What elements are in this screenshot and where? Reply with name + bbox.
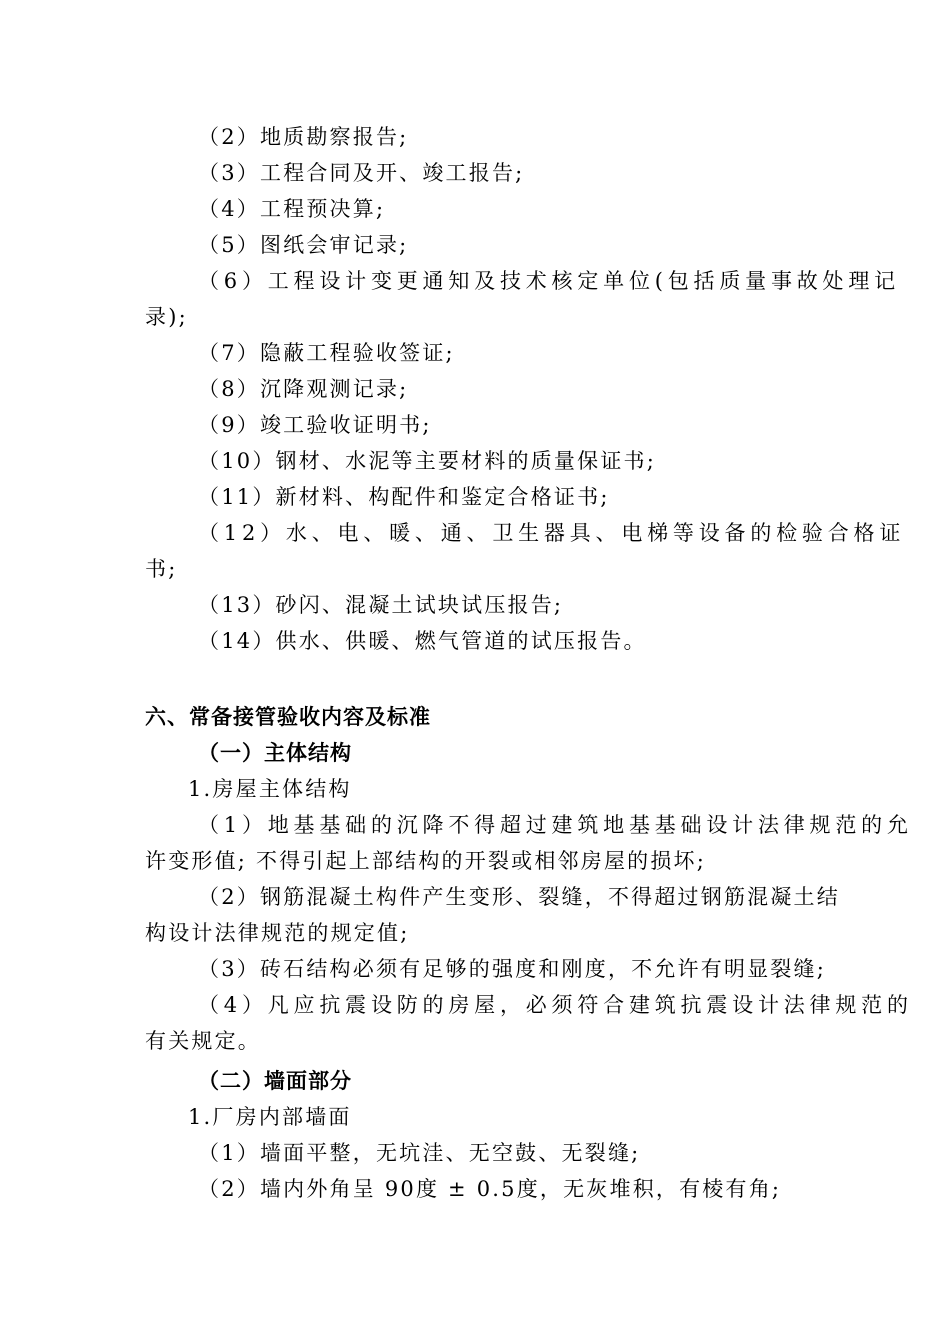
list-item-13: （13）砂闪、混凝土试块试压报告; (198, 593, 564, 617)
list-item-10: （10）钢材、水泥等主要材料的质量保证书; (198, 449, 656, 473)
structure-line-4: （4）凡应抗震设防的房屋，必须符合建筑抗震设计法律规范的 (198, 993, 913, 1017)
structure-line-3: （3）砖石结构必须有足够的强度和刚度，不允许有明显裂缝; (198, 957, 827, 981)
list-item-12: （12）水、电、暖、通、卫生器具、电梯等设备的检验合格证 (198, 521, 906, 545)
list-item-9: （9）竣工验收证明书; (198, 413, 432, 437)
list-item-6: （6）工程设计变更通知及技术核定单位(包括质量事故处理记 (198, 269, 900, 293)
structure-line-1-continued: 许变形值; 不得引起上部结构的开裂或相邻房屋的损坏; (145, 849, 707, 873)
item-title-factory-interior-wall: 1.厂房内部墙面 (188, 1105, 352, 1129)
subsection-main-structure-heading: （一）主体结构 (198, 740, 352, 765)
wall-line-2: （2）墙内外角呈 90度 ± 0.5度，无灰堆积，有棱有角; (198, 1177, 782, 1201)
list-item-3: （3）工程合同及开、竣工报告; (198, 161, 525, 185)
list-item-8: （8）沉降观测记录; (198, 377, 409, 401)
section-six-heading: 六、常备接管验收内容及标准 (145, 704, 431, 729)
wall-line-1: （1）墙面平整，无坑洼、无空鼓、无裂缝; (198, 1141, 641, 1165)
list-item-5: （5）图纸会审记录; (198, 233, 409, 257)
list-item-6-continued: 录); (145, 305, 188, 329)
list-item-14: （14）供水、供暖、燃气管道的试压报告。 (198, 629, 647, 653)
structure-line-1: （1）地基基础的沉降不得超过建筑地基基础设计法律规范的允 (198, 813, 913, 837)
item-title-house-structure: 1.房屋主体结构 (188, 777, 352, 801)
list-item-11: （11）新材料、构配件和鉴定合格证书; (198, 485, 610, 509)
structure-line-4-continued: 有关规定。 (145, 1029, 261, 1053)
structure-line-2: （2）钢筋混凝土构件产生变形、裂缝，不得超过钢筋混凝土结 (198, 885, 840, 909)
structure-line-2-continued: 构设计法律规范的规定值; (145, 921, 410, 945)
list-item-4: （4）工程预决算; (198, 197, 386, 221)
list-item-2: （2）地质勘察报告; (198, 125, 409, 149)
subsection-wall-heading: （二）墙面部分 (198, 1068, 352, 1093)
list-item-7: （7）隐蔽工程验收签证; (198, 341, 455, 365)
list-item-12-continued: 书; (145, 557, 178, 581)
